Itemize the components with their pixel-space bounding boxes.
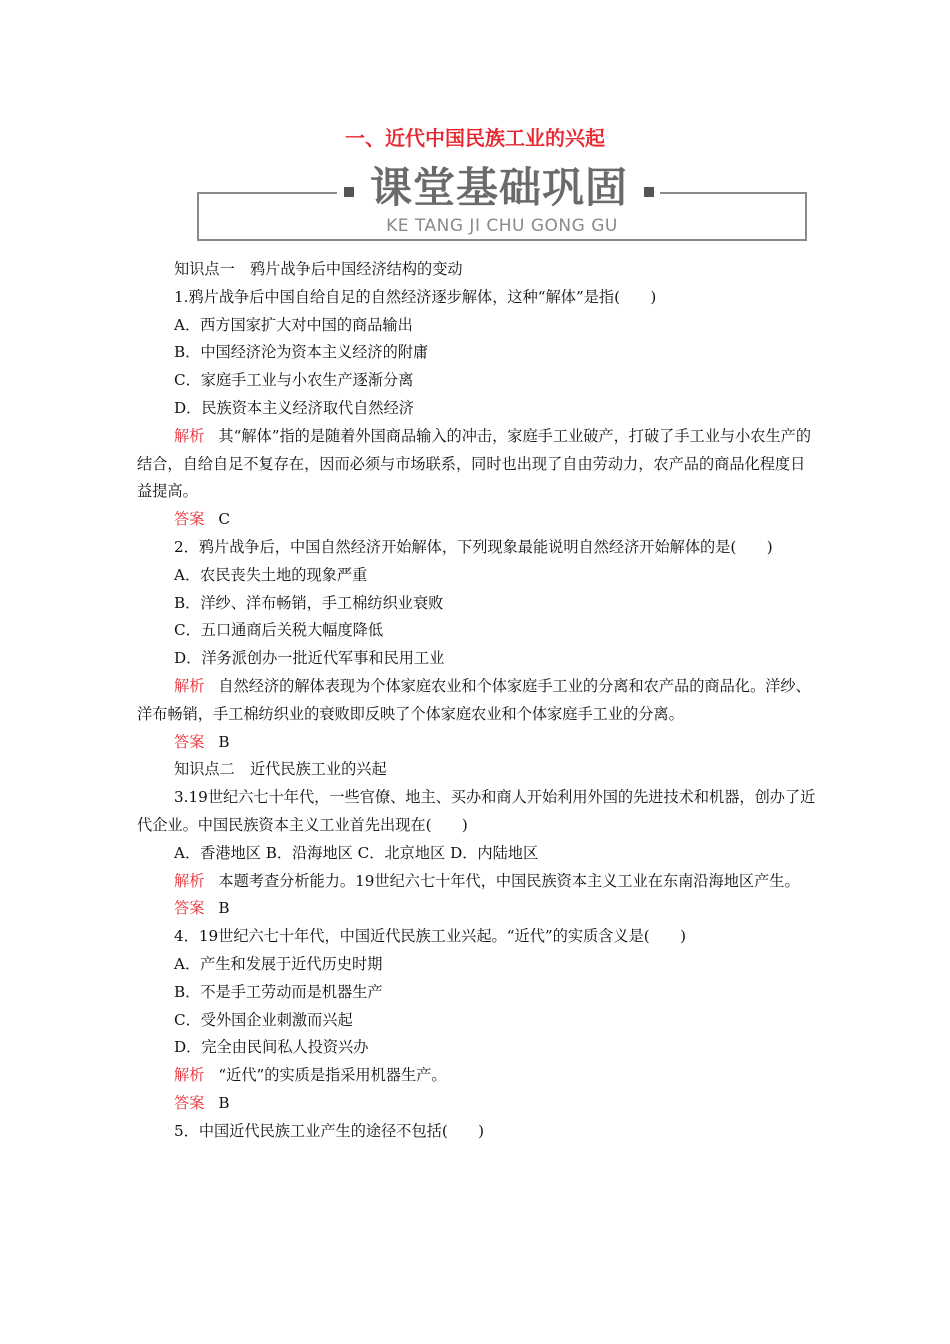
analysis-text: 其“解体”指的是随着外国商品输入的冲击，家庭手工业破产，打破了手工业与小农生产的结合，自给自足不复存在，因而必须与市场联系，同时也出现了自由劳动力，农产品的商品化程度日益提高。 [137,426,812,501]
answer-value: B [218,732,230,751]
question-option: A．产生和发展于近代历史时期 [174,954,383,973]
analysis-paragraph [137,868,817,896]
answer-line [137,1090,817,1118]
analysis-text: 自然经济的解体表现为个体家庭农业和个体家庭手工业的分离和农产品的商品化。洋纱、洋布畅销，手工棉纺织业的衰败即反映了个体家庭农业和个体家庭手工业的分离。 [137,676,811,723]
question-option: A．西方国家扩大对中国的商品输出 [174,315,413,334]
answer-value: C [218,510,230,529]
question-option: B．洋纱、洋布畅销，手工棉纺织业衰败 [174,593,444,612]
exercise-content [137,256,817,1146]
analysis-label: 解析 [174,676,205,695]
question-stem: 3.19世纪六七十年代，一些官僚、地主、买办和商人开始利用外国的先进技术和机器，创办了近代企业。中国民族资本主义工业首先出现在( ) [137,788,816,834]
answer-label: 答案 [174,899,205,918]
answer-line [137,729,817,757]
question-option: C．受外国企业刺激而兴起 [174,1010,353,1029]
analysis-paragraph [137,673,817,729]
question-option: B．沿海地区 [265,843,353,862]
question-option: A．香港地区 [174,843,261,862]
section-banner-pinyin: KE TANG JI CHU GONG GU [386,216,618,236]
analysis-text: 本题考查分析能力。19世纪六七十年代，中国民族资本主义工业在东南沿海地区产生。 [218,871,800,890]
question-option: D．内陆地区 [450,843,539,862]
analysis-label: 解析 [174,871,205,890]
answer-label: 答案 [174,510,205,529]
question-stem: 1.鸦片战争后中国自给自足的自然经济逐步解体，这种“解体”是指( ) [174,287,657,306]
section-banner-title: 课堂基础巩固 [369,163,628,212]
answer-label: 答案 [174,732,205,751]
page-title: 一、近代中国民族工业的兴起 [345,126,605,150]
question-option: C．五口通商后关税大幅度降低 [174,621,384,640]
question-stem: 5．中国近代民族工业产生的途径不包括( ) [174,1121,485,1140]
analysis-paragraph [137,423,817,506]
analysis-label: 解析 [174,1066,205,1085]
question-option: D．完全由民间私人投资兴办 [174,1038,369,1057]
section-heading: 知识点一 鸦片战争后中国经济结构的变动 [174,260,463,278]
answer-line [137,895,817,923]
answer-line [137,506,817,534]
analysis-paragraph [137,1062,817,1090]
question-option: C．北京地区 [357,843,446,862]
answer-label: 答案 [174,1093,205,1112]
question-option: B．不是手工劳动而是机器生产 [174,982,383,1001]
analysis-label: 解析 [174,426,205,445]
answer-value: B [218,1093,230,1112]
answer-value: B [218,899,230,918]
question-option: B．中国经济沦为资本主义经济的附庸 [174,343,429,362]
question-options-row [137,840,817,868]
question-stem: 4．19世纪六七十年代，中国近代民族工业兴起。“近代”的实质含义是( ) [174,927,686,946]
question-option: D．洋务派创办一批近代军事和民用工业 [174,649,445,668]
section-heading: 知识点二 近代民族工业的兴起 [174,760,387,779]
analysis-text: “近代”的实质是指采用机器生产。 [218,1066,447,1085]
question-stem: 2．鸦片战争后，中国自然经济开始解体，下列现象最能说明自然经济开始解体的是( ) [174,537,773,556]
question-option: D．民族资本主义经济取代自然经济 [174,398,414,417]
question-option: C．家庭手工业与小农生产逐渐分离 [174,371,414,390]
question-option: A．农民丧失土地的现象严重 [174,565,368,584]
